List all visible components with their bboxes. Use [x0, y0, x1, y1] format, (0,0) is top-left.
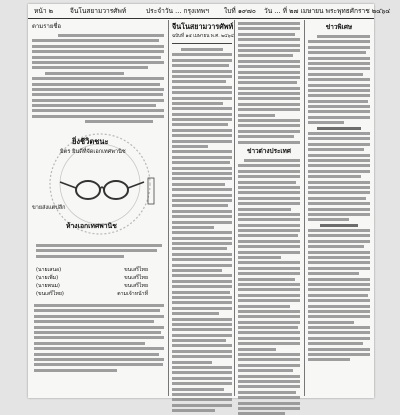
- column-4-text-block: [308, 35, 370, 361]
- column-3: [238, 22, 300, 396]
- signature-role: ขนเสรีไทย: [124, 283, 148, 289]
- signature-name: (นายเสนอ): [36, 267, 62, 273]
- signature-name: (นายเพิ่ม): [36, 275, 59, 281]
- column-1-bottom-text: [34, 304, 164, 394]
- side-label: ขายส่งแต่ปลีก: [32, 205, 66, 211]
- column-4: [308, 22, 370, 396]
- signature-row: [36, 282, 148, 290]
- signature-role: ขนเสรีไทย: [124, 275, 148, 281]
- column-1-mid-text: [36, 244, 162, 264]
- page-label: หน้า ๒: [34, 7, 53, 15]
- column-2: [172, 21, 235, 397]
- signature-table: [36, 266, 148, 298]
- newspaper-page: [28, 4, 391, 398]
- seal-title: ยิ่งชีวิตชนะ: [72, 137, 109, 146]
- signature-row: [36, 266, 148, 274]
- column-2-text-block: [172, 48, 232, 412]
- masthead-subtitle: ฉบับที่ ๑๕ เมษายน พ.ศ. ๒๔๖๔: [172, 34, 235, 39]
- column-1-top-label: ตามรายชื่อ: [32, 23, 62, 30]
- column-1-text-block: [32, 34, 164, 123]
- column-3-text-block-bottom: [238, 159, 300, 415]
- header-rule: [28, 18, 374, 19]
- page-header: [28, 4, 391, 18]
- signature-row: [36, 274, 148, 282]
- date-line: วัน ... ที่ ๒๗ เมษายน พระพุทธศักราช ๒๔๖๔: [264, 7, 391, 15]
- issue-label: ใบที่ ๑๙๗๐: [224, 7, 256, 15]
- signature-name: (ขนเสรีไทย): [36, 291, 64, 297]
- seal-footer: ห้างเอกเทศพานิช: [66, 222, 117, 230]
- signature-role: ตามเจ้าหน้าที่: [117, 291, 148, 297]
- special-news-heading: ข่าวพิเศษ: [325, 23, 353, 31]
- signature-row: [36, 290, 148, 298]
- column-divider: [304, 20, 305, 396]
- signature-role: ขนเสรีไทย: [124, 267, 148, 273]
- masthead-rule: [172, 43, 232, 44]
- paper-name: จีนโนสยามวารศัพท์: [70, 7, 127, 15]
- signature-name: (นายพนม): [36, 283, 60, 289]
- column-3-text-block-top: [238, 22, 300, 144]
- seal-subtitle: มิตร ยินดีที่จัดเอกเทศพานิช: [60, 149, 126, 155]
- masthead-title: จีนโนสยามวารศัพท์: [172, 22, 234, 31]
- column-divider: [168, 20, 169, 396]
- foreign-news-heading: ข่าวต่างประเทศ: [247, 146, 291, 155]
- column-divider: [234, 20, 235, 396]
- seal-advertisement: [36, 126, 160, 238]
- office-line: ประจำวัน ... กรุงเทพฯ: [146, 7, 209, 15]
